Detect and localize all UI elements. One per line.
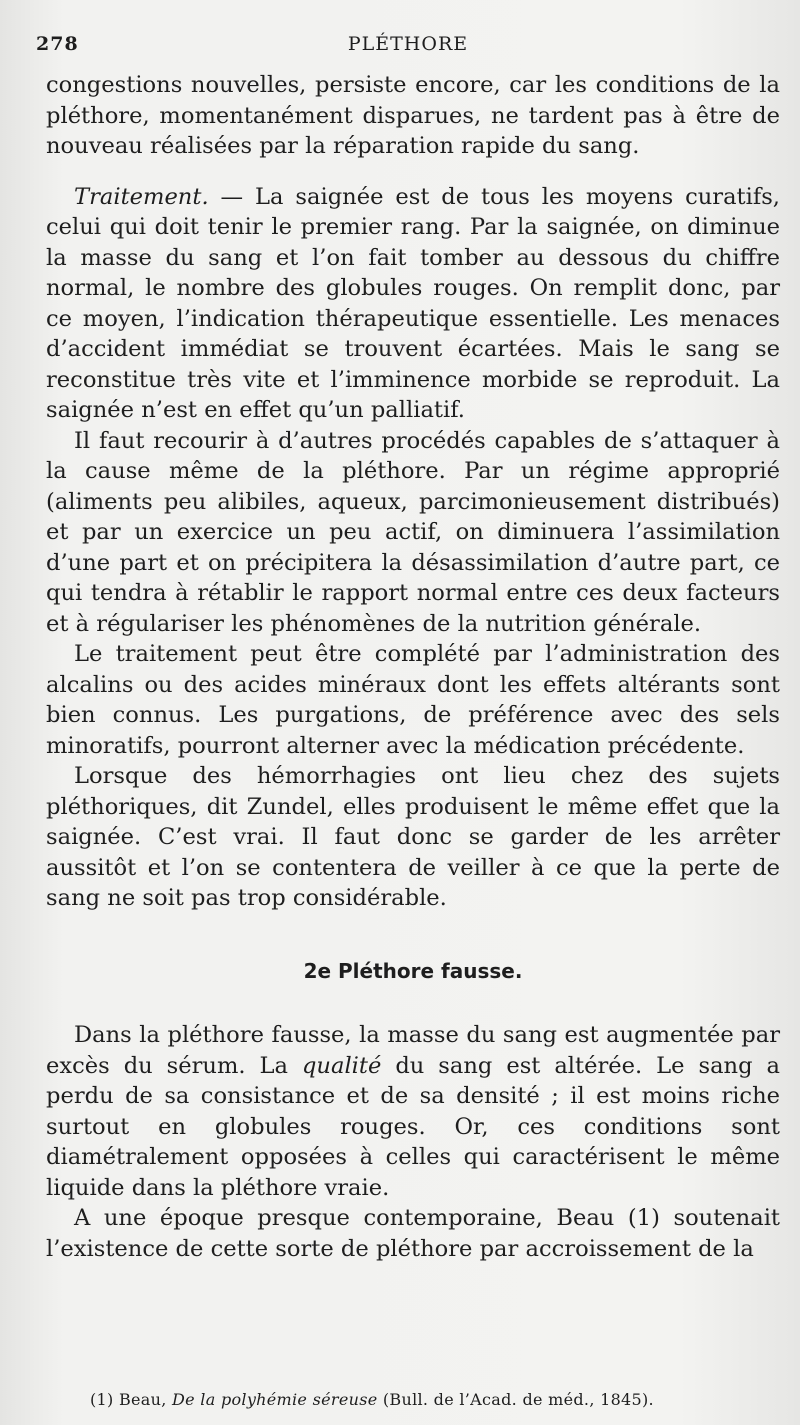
footnote-source: (Bull. de l’Acad. de méd., 1845). <box>377 1390 654 1409</box>
footnote <box>90 1390 780 1409</box>
footnote-title: De la polyhémie séreuse <box>172 1390 378 1409</box>
paragraph-text: du sang est altérée. Le sang a perdu de sa consistance et de sa densité ; il est moins riche surtout en globules rouges. Or, ces conditions sont diamétralement opposées à celles qui caractérisent le même liquide dans la pléthore vraie. <box>46 1052 780 1201</box>
body-text <box>46 70 780 1264</box>
paragraph <box>46 1020 780 1203</box>
paragraph-text: congestions nouvelles, persiste encore, car les conditions de la pléthore, momentanément disparues, ne tardent pas à être de nouveau réalisées par la réparation rapide du sang. <box>46 72 780 159</box>
footnote-marker: (1) <box>90 1390 114 1409</box>
page-header <box>36 33 780 61</box>
section-heading: 2e Pléthore fausse. <box>303 958 523 983</box>
paragraph-text: Dans la pléthore fausse, la masse du sang est augmentée par excès du sérum. La <box>46 1022 780 1079</box>
paragraph-text: A une époque presque contemporaine, Beau (1) soutenait l’existence de cette sorte de pléthore par accroissement de la <box>46 1205 780 1262</box>
paragraph <box>46 70 780 162</box>
paragraph-text: — La saignée est de tous les moyens curatifs, celui qui doit tenir le premier rang. Par la saignée, on diminue la masse du sang et l’on fait tomber au dessous du chiffre normal, le nombre des globules rouges. On remplit donc, par ce moyen, l’indication thérapeutique essentielle. Les menaces d’accident immédiat se trouvent écartées. Mais le sang se reconstitue très vite et l’imminence morbide se reproduit. La saignée n’est en effet qu’un palliatif. <box>46 183 780 423</box>
paragraph-text: Il faut recourir à d’autres procédés capables de s’attaquer à la cause même de la pléthore. Par un régime approprié (aliments peu alibiles, aqueux, parcimonieusement distribués) et par un exercice un peu actif, on diminuera l’assimilation d’une part et on précipitera la désassimilation d’autre part, ce qui tendra à rétablir le rapport normal entre ces deux facteurs et à régulariser les phénomènes de la nutrition générale. <box>46 427 780 637</box>
running-head: PLÉTHORE <box>347 33 469 55</box>
paragraph-text: Le traitement peut être complété par l’administration des alcalins ou des acides minéraux dont les effets altérants sont bien connus. Les purgations, de préférence avec des sels minoratifs, pourront alterner avec la médication précédente. <box>46 641 780 759</box>
paragraph <box>46 426 780 640</box>
section-lead: Traitement. <box>74 183 209 210</box>
paragraph <box>46 761 780 914</box>
paragraph-traitement <box>46 182 780 426</box>
footnote-author: Beau, <box>113 1390 173 1409</box>
paragraph <box>46 1203 780 1264</box>
paragraph-text: Lorsque des hémorrhagies ont lieu chez des sujets pléthoriques, dit Zundel, elles produisent le même effet que la saignée. C’est vrai. Il faut donc se garder de les arrêter aussitôt et l’on se contentera de veiller à ce que la perte de sang ne soit pas trop considérable. <box>46 763 780 911</box>
paragraph <box>46 639 780 761</box>
emphasis: qualité <box>301 1052 382 1079</box>
page-number: 278 <box>36 33 79 55</box>
